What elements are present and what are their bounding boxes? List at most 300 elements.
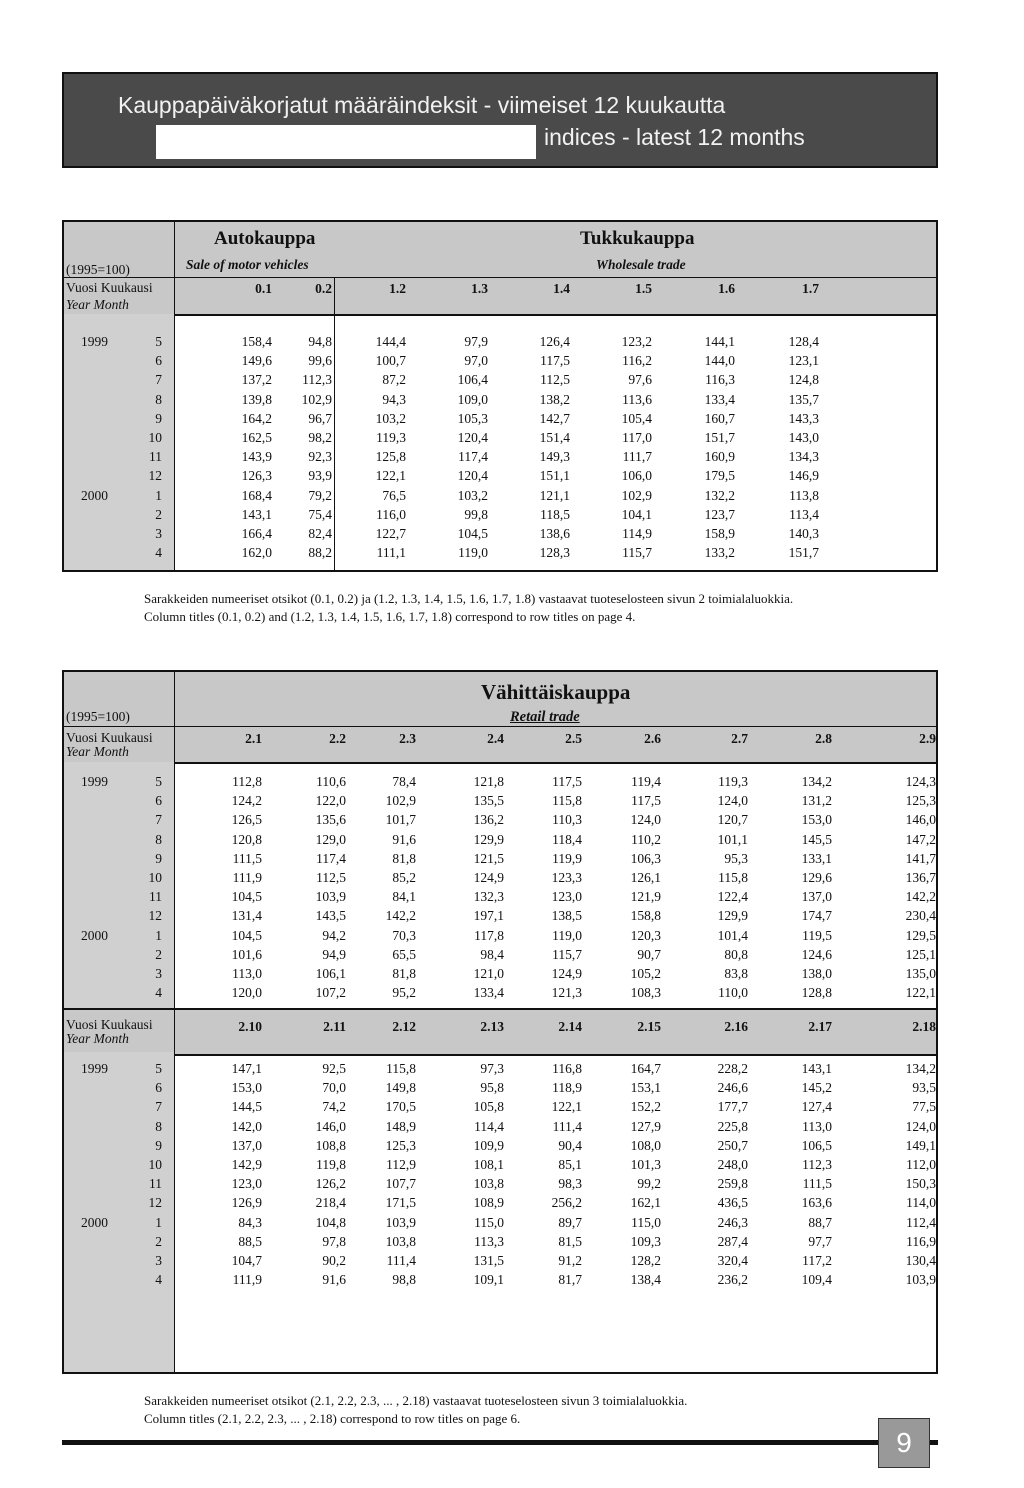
table-cell: 122,1 [905,985,936,1001]
row-month: 3 [155,526,162,541]
table-cell: 143,3 [788,410,819,426]
table-cell: 111,4 [552,1118,582,1134]
table-cell: 117,0 [622,430,652,445]
table-cell: 97,8 [322,1233,346,1249]
row-month: 11 [149,449,162,465]
table-cell: 119,8 [316,1157,346,1172]
table-cell: 91,6 [392,831,416,847]
table-cell: 116,8 [552,1061,582,1076]
table-cell: 103,9 [905,1272,936,1288]
table-cell: 436,5 [717,1195,748,1211]
table-cell: 121,5 [473,850,504,866]
table-cell: 136,2 [473,812,504,828]
table-cell: 91,2 [558,1253,582,1268]
table-cell: 125,1 [905,946,936,962]
row-month: 2 [155,1233,162,1249]
column-separator [334,277,335,570]
table1-year-en: Year Month [66,297,129,312]
table-cell: 79,2 [308,487,332,503]
column-header: 2.10 [238,1019,262,1034]
table-cell: 124,3 [905,774,936,789]
table-cell: 119,0 [552,927,582,943]
table-cell: 170,5 [385,1099,416,1115]
table-cell: 120,3 [630,927,661,943]
table-cell: 133,4 [473,985,504,1001]
row-month: 8 [155,831,162,847]
table-cell: 104,7 [231,1253,262,1268]
table-cell: 127,9 [630,1118,661,1134]
table-cell: 81,8 [392,966,416,981]
table2-year-en: Year Month [66,744,129,759]
table-cell: 133,1 [801,850,832,866]
table-cell: 116,9 [906,1233,936,1249]
table-cell: 88,7 [808,1214,832,1230]
column-separator [174,222,175,570]
row-month: 8 [155,1118,162,1134]
table-cell: 81,8 [392,850,416,866]
table-cell: 153,0 [231,1080,262,1096]
table-cell: 120,0 [231,985,262,1001]
row-month: 11 [149,889,162,905]
table-cell: 126,1 [630,870,661,885]
table-row [64,889,936,908]
row-month: 5 [155,1061,162,1076]
table-cell: 85,2 [392,870,416,885]
table-cell: 106,4 [457,372,488,388]
table-cell: 114,4 [474,1118,504,1134]
table-cell: 144,4 [375,334,406,349]
table-cell: 143,1 [241,506,272,522]
table-cell: 138,4 [630,1272,661,1288]
table-cell: 112,4 [906,1214,936,1230]
table-cell: 143,5 [315,908,346,924]
table-cell: 125,8 [375,449,406,465]
table-cell: 108,9 [473,1195,504,1211]
column-separator [174,672,175,1372]
table-row [64,1272,936,1291]
table-cell: 248,0 [717,1157,748,1172]
table2-note-en: Column titles (2.1, 2.2, 2.3, ... , 2.18) correspond to row titles on page 6. [144,1411,521,1426]
column-header: 2.16 [724,1019,748,1034]
table-cell: 135,5 [473,793,504,809]
table-row [64,526,936,545]
table-cell: 103,2 [457,487,488,503]
table-cell: 149,8 [385,1080,416,1096]
table-cell: 131,4 [231,908,262,924]
table-cell: 99,8 [464,506,488,522]
row-month: 1 [155,487,162,503]
table-cell: 88,5 [238,1233,262,1249]
table-cell: 97,6 [628,372,652,388]
table-cell: 94,9 [322,946,346,962]
table-row [64,392,936,411]
table-cell: 113,0 [802,1118,832,1134]
table-row [64,1061,936,1080]
table-cell: 106,1 [315,966,346,981]
table-cell: 81,5 [558,1233,582,1249]
row-month: 12 [148,1195,162,1211]
row-month: 5 [155,774,162,789]
table-cell: 103,9 [315,889,346,905]
table-cell: 112,9 [386,1157,416,1172]
table-cell: 152,2 [630,1099,661,1115]
table-cell: 104,5 [231,889,262,905]
table-cell: 77,5 [912,1099,936,1115]
table-cell: 107,2 [315,985,346,1001]
table-cell: 146,9 [788,468,819,484]
table-row [64,1234,936,1253]
table-cell: 126,9 [231,1195,262,1211]
table-cell: 123,0 [231,1176,262,1192]
table1-group-tukku-en: Wholesale trade [596,257,686,272]
table-cell: 112,0 [906,1157,936,1172]
table-cell: 70,3 [392,927,416,943]
table-cell: 144,0 [704,353,735,369]
row-month: 2 [155,506,162,522]
table-cell: 125,3 [905,793,936,809]
row-month: 4 [155,985,162,1001]
table-cell: 128,3 [539,545,570,561]
table-cell: 115,8 [718,870,748,885]
table-cell: 101,3 [630,1157,661,1172]
table-cell: 121,1 [539,487,570,503]
table-cell: 98,4 [480,946,504,962]
table-cell: 121,0 [473,966,504,981]
table-cell: 92,3 [308,449,332,465]
table-cell: 122,1 [551,1099,582,1115]
table-cell: 130,4 [905,1253,936,1268]
table-vahittaiskauppa [62,670,938,1374]
table-row [64,774,936,793]
table-cell: 80,8 [724,946,748,962]
table-cell: 132,2 [704,487,735,503]
table-cell: 113,8 [789,487,819,503]
table-cell: 128,8 [801,985,832,1001]
row-month: 4 [155,545,162,561]
table-cell: 109,1 [473,1272,504,1288]
table-cell: 105,3 [457,410,488,426]
table-cell: 82,4 [308,526,332,541]
table-cell: 108,1 [473,1157,504,1172]
table-cell: 126,5 [231,812,262,828]
table-cell: 148,9 [385,1118,416,1134]
table-row [64,507,936,526]
table2-note-fi: Sarakkeiden numeeriset otsikot (2.1, 2.2, 2.3, ... , 2.18) vastaavat tuoteselosteen sivun 3 toimialaluokkia. [144,1393,688,1408]
banner-whiteout [156,125,536,159]
banner-title-en: indices - latest 12 months [544,124,805,150]
row-month: 11 [149,1176,162,1192]
table-cell: 118,9 [552,1080,582,1096]
table-cell: 160,7 [704,410,735,426]
table-cell: 114,0 [906,1195,936,1211]
column-header: 2.9 [919,731,936,746]
column-header: 2.2 [329,731,346,746]
table-cell: 112,3 [302,372,332,388]
table-cell: 113,0 [232,966,262,981]
table-cell: 145,5 [801,831,832,847]
table-cell: 140,3 [788,526,819,541]
table-cell: 120,8 [231,831,262,847]
table-cell: 104,8 [315,1214,346,1230]
table-cell: 259,8 [717,1176,748,1192]
table-cell: 115,0 [631,1214,661,1230]
table-cell: 90,2 [322,1253,346,1268]
table-cell: 143,9 [241,449,272,465]
table-cell: 93,9 [308,468,332,484]
table-cell: 139,8 [241,391,272,407]
table-cell: 179,5 [704,468,735,484]
table-cell: 158,4 [241,334,272,349]
table-cell: 134,2 [905,1061,936,1076]
table-cell: 78,4 [392,774,416,789]
table-cell: 125,3 [385,1137,416,1153]
table-cell: 117,5 [552,774,582,789]
table-cell: 162,0 [241,545,272,561]
table-row [64,411,936,430]
column-header: 1.5 [635,281,652,296]
table-cell: 149,3 [539,449,570,465]
table-cell: 123,3 [551,870,582,885]
table-cell: 122,1 [375,468,406,484]
table-cell: 124,0 [717,793,748,809]
table-cell: 84,3 [238,1214,262,1230]
table-cell: 83,8 [724,966,748,981]
table-cell: 117,5 [540,353,570,369]
table-cell: 151,7 [788,545,819,561]
title-banner [62,72,938,168]
table-cell: 123,0 [551,889,582,905]
table-cell: 93,5 [912,1080,936,1096]
table-cell: 128,4 [788,334,819,349]
table-cell: 122,4 [717,889,748,905]
table-cell: 97,9 [464,334,488,349]
table-cell: 94,2 [322,927,346,943]
table-cell: 111,7 [622,449,652,465]
table-row [64,468,936,487]
table-cell: 109,3 [630,1233,661,1249]
table-row [64,1157,936,1176]
table-cell: 136,7 [905,870,936,885]
table-cell: 135,0 [905,966,936,981]
banner-title-fi: Kauppapäiväkorjatut määräindeksit - viimeiset 12 kuukautta [118,92,726,118]
column-header: 2.1 [245,731,262,746]
row-month: 7 [155,1099,162,1115]
table-cell: 104,5 [231,927,262,943]
table-cell: 144,1 [704,334,735,349]
table-cell: 320,4 [717,1253,748,1268]
column-header: 0.1 [255,281,272,296]
row-month: 1 [155,1214,162,1230]
table2-year-month-fi: Vuosi Kuukausi [66,730,153,745]
table-cell: 123,1 [788,353,819,369]
table-cell: 142,9 [231,1157,262,1172]
table1-header [64,222,936,316]
table-cell: 105,4 [621,410,652,426]
column-header: 2.12 [392,1019,416,1034]
row-year: 1999 [81,774,108,789]
table-cell: 143,1 [801,1061,832,1076]
table-cell: 138,6 [539,526,570,541]
table-cell: 246,3 [717,1214,748,1230]
table-cell: 103,8 [473,1176,504,1192]
table-cell: 166,4 [241,526,272,541]
table-cell: 174,7 [801,908,832,924]
table-cell: 122,0 [315,793,346,809]
table-cell: 113,6 [622,391,652,407]
row-year: 1999 [81,1061,108,1076]
table-row [64,1176,936,1195]
table-cell: 147,2 [905,831,936,847]
table-cell: 116,0 [376,506,406,522]
row-month: 9 [155,850,162,866]
table-cell: 118,5 [540,506,570,522]
table-cell: 133,4 [704,391,735,407]
table-cell: 134,2 [801,774,832,789]
table-cell: 145,2 [801,1080,832,1096]
bottom-rule [62,1440,938,1445]
table-row [64,372,936,391]
table-cell: 99,6 [308,353,332,369]
table-cell: 124,2 [231,793,262,809]
table-cell: 102,9 [621,487,652,503]
row-month: 6 [155,353,162,369]
table-cell: 135,6 [315,812,346,828]
table-cell: 103,2 [375,410,406,426]
table-cell: 104,1 [621,506,652,522]
table-cell: 106,0 [621,468,652,484]
table-cell: 171,5 [385,1195,416,1211]
table-row [64,1119,936,1138]
table-cell: 97,3 [480,1061,504,1076]
table-cell: 126,2 [315,1176,346,1192]
table-cell: 129,9 [717,908,748,924]
table-cell: 158,9 [704,526,735,541]
table-cell: 106,5 [801,1137,832,1153]
table-cell: 126,3 [241,468,272,484]
column-header: 1.2 [389,281,406,296]
table-cell: 168,4 [241,487,272,503]
table-cell: 150,3 [905,1176,936,1192]
table-cell: 121,8 [473,774,504,789]
table-cell: 113,3 [474,1233,504,1249]
table-cell: 112,3 [802,1157,832,1172]
table1-year-month-fi: Vuosi Kuukausi [66,280,153,295]
column-header: 2.18 [912,1019,936,1034]
table-cell: 88,2 [308,545,332,561]
table-cell: 146,0 [315,1118,346,1134]
table-cell: 117,8 [474,927,504,943]
table-row [64,966,936,985]
row-month: 7 [155,372,162,388]
row-year: 2000 [81,487,108,503]
table-cell: 164,7 [630,1061,661,1076]
table-cell: 138,2 [539,391,570,407]
table-cell: 111,5 [802,1176,832,1192]
table-autokauppa-tukkukauppa [62,220,938,572]
table-cell: 102,9 [301,391,332,407]
table-cell: 75,4 [308,506,332,522]
table-row [64,449,936,468]
row-year: 2000 [81,927,108,943]
table-cell: 111,5 [232,850,262,866]
table-cell: 90,4 [558,1137,582,1153]
table-cell: 149,1 [905,1137,936,1153]
table-cell: 81,7 [558,1272,582,1288]
table-cell: 101,4 [717,927,748,943]
column-header: 1.6 [718,281,735,296]
row-year: 2000 [81,1214,108,1230]
table2-group-en: Retail trade [510,709,580,725]
table-cell: 98,8 [392,1272,416,1288]
table-row [64,430,936,449]
row-month: 10 [148,870,162,885]
table-row [64,832,936,851]
table-cell: 121,9 [630,889,661,905]
table-cell: 160,9 [704,449,735,465]
column-header: 2.7 [731,731,748,746]
table-cell: 119,9 [552,850,582,866]
row-year: 1999 [81,334,108,349]
table1-group-auto-en: Sale of motor vehicles [186,257,309,272]
table-cell: 225,8 [717,1118,748,1134]
table-cell: 99,2 [637,1176,661,1192]
table-cell: 100,7 [375,353,406,369]
table-cell: 90,7 [637,946,661,962]
table-cell: 138,5 [551,908,582,924]
table-cell: 97,0 [464,353,488,369]
table-row [64,793,936,812]
table-cell: 105,8 [473,1099,504,1115]
table-cell: 89,7 [558,1214,582,1230]
table-cell: 103,9 [385,1214,416,1230]
column-header: 2.6 [644,731,661,746]
table-cell: 109,4 [801,1272,832,1288]
table-cell: 85,1 [558,1157,582,1172]
table1-base-label: (1995=100) [66,262,130,277]
table-cell: 92,5 [322,1061,346,1076]
table-cell: 115,7 [622,545,652,561]
table-cell: 141,7 [905,850,936,866]
table-cell: 151,7 [704,430,735,445]
table2-base-label: (1995=100) [66,709,130,724]
table-cell: 132,3 [473,889,504,905]
table-cell: 94,3 [382,391,406,407]
column-header: 2.3 [399,731,416,746]
table-cell: 120,4 [457,430,488,445]
row-month: 9 [155,410,162,426]
column-header: 2.14 [558,1019,582,1034]
table-cell: 230,4 [905,908,936,924]
table-cell: 97,7 [808,1233,832,1249]
table-cell: 120,4 [457,468,488,484]
table-cell: 138,0 [801,966,832,981]
table-cell: 228,2 [717,1061,748,1076]
table-cell: 117,4 [458,449,488,465]
table2-year-en-b: Year Month [66,1031,129,1046]
table-cell: 95,3 [724,850,748,866]
table-cell: 164,2 [241,410,272,426]
table-cell: 128,2 [630,1253,661,1268]
table-cell: 112,5 [540,372,570,388]
page-number: 9 [878,1418,930,1468]
table-cell: 122,7 [375,526,406,541]
table-cell: 117,2 [802,1253,832,1268]
column-header: 1.7 [802,281,819,296]
table-cell: 119,3 [718,774,748,789]
table-cell: 137,2 [241,372,272,388]
row-month: 12 [148,468,162,484]
table-cell: 108,3 [630,985,661,1001]
